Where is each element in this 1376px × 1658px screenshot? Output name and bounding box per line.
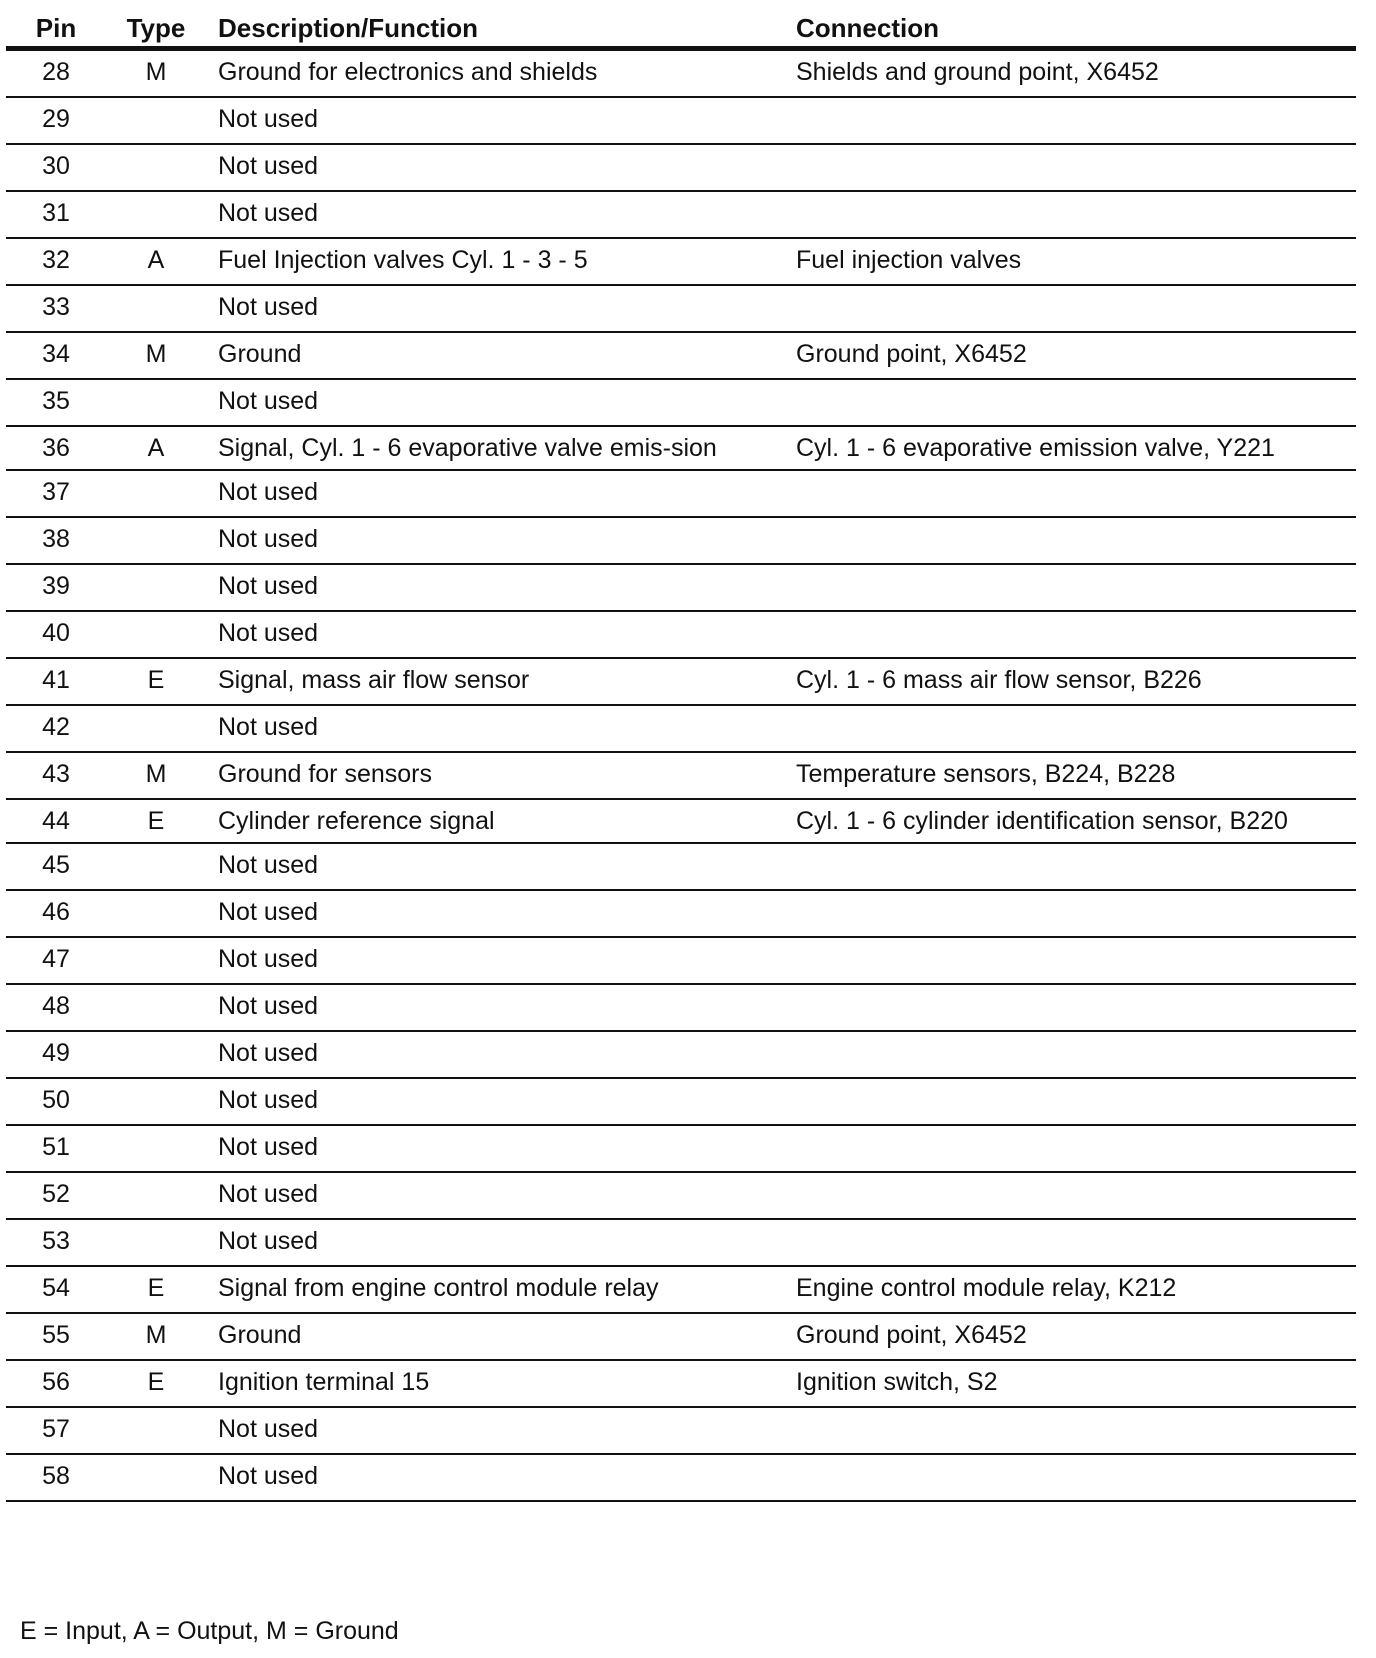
table-row	[6, 890, 1356, 937]
description-cell: Cylinder reference signal	[206, 799, 776, 843]
table-row	[6, 799, 1356, 843]
description-cell: Not used	[206, 843, 776, 890]
connection-cell	[776, 97, 1356, 144]
type-cell: E	[106, 799, 206, 843]
pin-cell: 28	[6, 49, 106, 98]
pin-cell: 39	[6, 564, 106, 611]
connection-cell	[776, 379, 1356, 426]
pin-assignment-page	[6, 0, 1356, 1645]
description-cell: Not used	[206, 890, 776, 937]
connection-cell	[776, 1454, 1356, 1501]
table-row	[6, 611, 1356, 658]
pin-cell: 34	[6, 332, 106, 379]
table-row	[6, 517, 1356, 564]
table-row	[6, 1360, 1356, 1407]
pin-cell: 58	[6, 1454, 106, 1501]
description-cell: Not used	[206, 937, 776, 984]
connection-cell: Fuel injection valves	[776, 238, 1356, 285]
table-row	[6, 843, 1356, 890]
description-cell: Not used	[206, 1031, 776, 1078]
table-body	[6, 49, 1356, 1502]
connection-cell: Shields and ground point, X6452	[776, 49, 1356, 98]
description-cell: Signal, Cyl. 1 - 6 evaporative valve emis-sion	[206, 426, 776, 470]
pin-cell: 43	[6, 752, 106, 799]
description-cell: Not used	[206, 1407, 776, 1454]
type-cell	[106, 564, 206, 611]
connection-cell	[776, 517, 1356, 564]
description-cell: Not used	[206, 1125, 776, 1172]
pin-cell: 45	[6, 843, 106, 890]
type-cell: E	[106, 1360, 206, 1407]
type-cell	[106, 97, 206, 144]
type-cell	[106, 470, 206, 517]
pin-cell: 36	[6, 426, 106, 470]
table-row	[6, 97, 1356, 144]
type-cell	[106, 517, 206, 564]
description-cell: Not used	[206, 191, 776, 238]
type-cell	[106, 1454, 206, 1501]
pin-cell: 52	[6, 1172, 106, 1219]
table-row	[6, 191, 1356, 238]
table-row	[6, 564, 1356, 611]
type-cell	[106, 1125, 206, 1172]
connection-cell	[776, 984, 1356, 1031]
description-cell: Not used	[206, 984, 776, 1031]
table-row	[6, 426, 1356, 470]
connection-cell	[776, 843, 1356, 890]
description-cell: Not used	[206, 611, 776, 658]
type-cell	[106, 611, 206, 658]
connection-cell: Ground point, X6452	[776, 1313, 1356, 1360]
description-cell: Not used	[206, 1172, 776, 1219]
pin-cell: 38	[6, 517, 106, 564]
connection-cell	[776, 564, 1356, 611]
pin-cell: 50	[6, 1078, 106, 1125]
header-type: Type	[106, 0, 206, 49]
table-row	[6, 1266, 1356, 1313]
type-cell: E	[106, 658, 206, 705]
pin-cell: 44	[6, 799, 106, 843]
table-row	[6, 752, 1356, 799]
pin-cell: 37	[6, 470, 106, 517]
pin-cell: 49	[6, 1031, 106, 1078]
connection-cell	[776, 611, 1356, 658]
pin-cell: 56	[6, 1360, 106, 1407]
pin-cell: 48	[6, 984, 106, 1031]
connection-cell	[776, 1031, 1356, 1078]
table-row	[6, 470, 1356, 517]
connection-cell: Cyl. 1 - 6 cylinder identification sensor, B220	[776, 799, 1356, 843]
pin-cell: 51	[6, 1125, 106, 1172]
type-cell	[106, 843, 206, 890]
type-cell	[106, 705, 206, 752]
type-cell: A	[106, 238, 206, 285]
connection-cell	[776, 1125, 1356, 1172]
connection-cell	[776, 191, 1356, 238]
type-cell: M	[106, 332, 206, 379]
type-cell	[106, 285, 206, 332]
table-row	[6, 144, 1356, 191]
description-cell: Signal from engine control module relay	[206, 1266, 776, 1313]
connection-cell	[776, 937, 1356, 984]
connection-cell	[776, 470, 1356, 517]
table-row	[6, 658, 1356, 705]
connection-cell: Cyl. 1 - 6 evaporative emission valve, Y221	[776, 426, 1356, 470]
table-row	[6, 1454, 1356, 1501]
header-connection: Connection	[776, 0, 1356, 49]
description-cell: Not used	[206, 1219, 776, 1266]
pin-cell: 42	[6, 705, 106, 752]
pin-cell: 33	[6, 285, 106, 332]
pin-cell: 55	[6, 1313, 106, 1360]
description-cell: Signal, mass air flow sensor	[206, 658, 776, 705]
description-cell: Ground	[206, 332, 776, 379]
pin-cell: 31	[6, 191, 106, 238]
description-cell: Not used	[206, 285, 776, 332]
type-legend: E = Input, A = Output, M = Ground	[20, 1617, 399, 1645]
description-cell: Ground	[206, 1313, 776, 1360]
connection-cell: Temperature sensors, B224, B228	[776, 752, 1356, 799]
table-header-row	[6, 0, 1356, 49]
type-cell	[106, 1219, 206, 1266]
type-cell: M	[106, 49, 206, 98]
pin-cell: 32	[6, 238, 106, 285]
header-pin: Pin	[6, 0, 106, 49]
type-cell: A	[106, 426, 206, 470]
connection-cell	[776, 1078, 1356, 1125]
pin-cell: 30	[6, 144, 106, 191]
type-cell: E	[106, 1266, 206, 1313]
type-cell	[106, 1407, 206, 1454]
connection-cell	[776, 144, 1356, 191]
type-cell	[106, 890, 206, 937]
pin-cell: 54	[6, 1266, 106, 1313]
table-row	[6, 1125, 1356, 1172]
description-cell: Ground for electronics and shields	[206, 49, 776, 98]
pin-cell: 46	[6, 890, 106, 937]
table-row	[6, 984, 1356, 1031]
description-cell: Ground for sensors	[206, 752, 776, 799]
description-cell: Ignition terminal 15	[206, 1360, 776, 1407]
connection-cell	[776, 1407, 1356, 1454]
table-row	[6, 1313, 1356, 1360]
pin-cell: 57	[6, 1407, 106, 1454]
description-cell: Not used	[206, 517, 776, 564]
type-cell	[106, 144, 206, 191]
pin-cell: 53	[6, 1219, 106, 1266]
type-cell	[106, 984, 206, 1031]
description-cell: Not used	[206, 379, 776, 426]
connection-cell	[776, 1172, 1356, 1219]
table-row	[6, 238, 1356, 285]
type-cell: M	[106, 752, 206, 799]
pin-cell: 47	[6, 937, 106, 984]
connection-cell: Cyl. 1 - 6 mass air flow sensor, B226	[776, 658, 1356, 705]
table-row	[6, 379, 1356, 426]
type-cell	[106, 379, 206, 426]
type-cell: M	[106, 1313, 206, 1360]
description-cell: Not used	[206, 1078, 776, 1125]
table-row	[6, 49, 1356, 98]
pin-cell: 41	[6, 658, 106, 705]
description-cell: Not used	[206, 705, 776, 752]
description-cell: Not used	[206, 470, 776, 517]
pin-cell: 29	[6, 97, 106, 144]
type-cell	[106, 1078, 206, 1125]
connection-cell: Engine control module relay, K212	[776, 1266, 1356, 1313]
pin-assignment-table	[6, 0, 1356, 1502]
table-row	[6, 1172, 1356, 1219]
description-cell: Fuel Injection valves Cyl. 1 - 3 - 5	[206, 238, 776, 285]
description-cell: Not used	[206, 97, 776, 144]
table-row	[6, 937, 1356, 984]
type-cell	[106, 937, 206, 984]
pin-cell: 35	[6, 379, 106, 426]
connection-cell: Ground point, X6452	[776, 332, 1356, 379]
type-cell	[106, 191, 206, 238]
connection-cell	[776, 890, 1356, 937]
connection-cell	[776, 285, 1356, 332]
type-cell	[106, 1172, 206, 1219]
connection-cell	[776, 705, 1356, 752]
table-row	[6, 1219, 1356, 1266]
description-cell: Not used	[206, 144, 776, 191]
connection-cell	[776, 1219, 1356, 1266]
table-row	[6, 1407, 1356, 1454]
table-row	[6, 332, 1356, 379]
header-description: Description/Function	[206, 0, 776, 49]
connection-cell: Ignition switch, S2	[776, 1360, 1356, 1407]
table-row	[6, 705, 1356, 752]
table-row	[6, 1031, 1356, 1078]
description-cell: Not used	[206, 1454, 776, 1501]
type-cell	[106, 1031, 206, 1078]
table-row	[6, 285, 1356, 332]
description-cell: Not used	[206, 564, 776, 611]
table-row	[6, 1078, 1356, 1125]
pin-cell: 40	[6, 611, 106, 658]
